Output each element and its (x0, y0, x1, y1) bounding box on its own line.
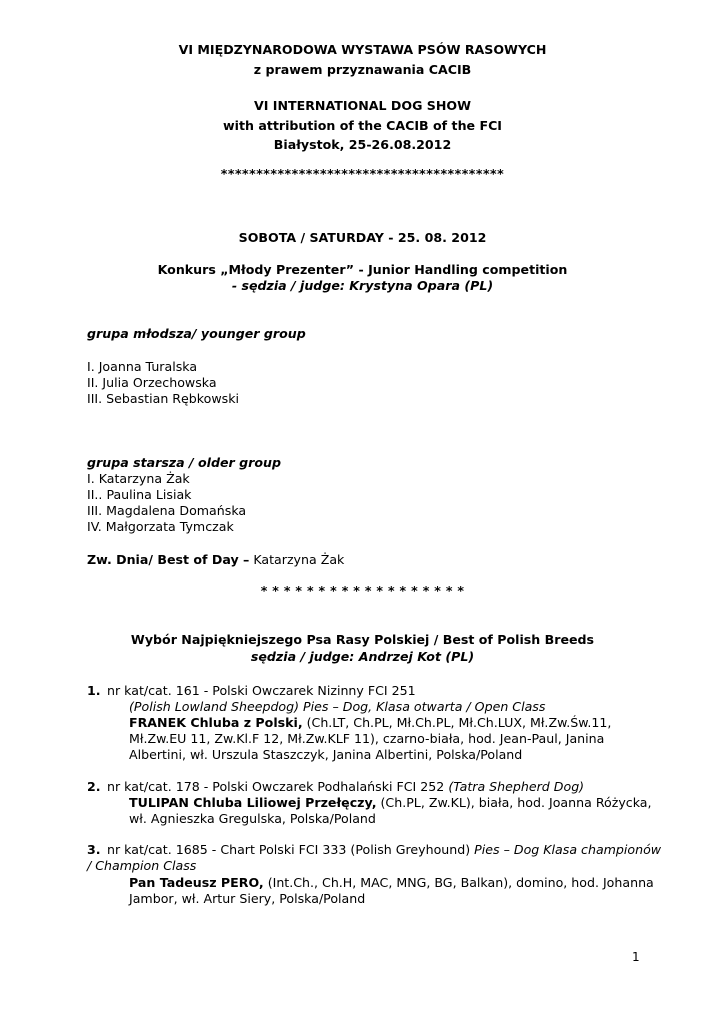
place-date: Białystok, 25-26.08.2012 (273, 137, 452, 152)
entry-number: 1. (87, 683, 101, 698)
entry-1-line1 (87, 683, 416, 699)
entry-2-cont1: wł. Agnieszka Gregulska, Polska/Poland (129, 811, 376, 826)
best-of-day-label: Zw. Dnia/ Best of Day – (87, 552, 250, 567)
list-item: IV. Małgorzata Tymczak (87, 519, 234, 534)
entry-3-cont1: Jambor, wł. Artur Siery, Polska/Poland (129, 891, 366, 906)
entry-number: 3. (87, 842, 101, 857)
list-item: III. Sebastian Rębkowski (87, 391, 239, 406)
entry-3-dog (129, 875, 654, 891)
entry-1-dog (129, 715, 611, 731)
dog-name: TULIPAN Chluba Liliowej Przełęczy, (129, 795, 377, 810)
list-item: III. Magdalena Domańska (87, 503, 247, 518)
day-label: SOBOTA / SATURDAY - 25. 08. 2012 (238, 230, 487, 245)
older-group-heading: grupa starsza / older group (87, 455, 281, 470)
divider-stars: **************************************** (220, 166, 505, 181)
title-en: VI INTERNATIONAL DOG SHOW (253, 98, 471, 113)
younger-group-heading: grupa młodsza/ younger group (87, 326, 306, 341)
subtitle-pl: z prawem przyznawania CACIB (253, 62, 472, 77)
page-number: 1 (632, 950, 640, 964)
entry-catalog: nr kat/cat. 161 - Polski Owczarek Nizinny FCI 251 (107, 683, 416, 698)
best-of-day (87, 552, 344, 568)
entry-catalog: nr kat/cat. 1685 - Chart Polski FCI 333 (Polish Greyhound) (107, 842, 475, 857)
entry-2-dog (129, 795, 652, 811)
dog-name: FRANEK Chluba z Polski, (129, 715, 303, 730)
entry-number: 2. (87, 779, 101, 794)
list-item: II. Julia Orzechowska (87, 375, 217, 390)
entry-3-line1 (87, 842, 661, 858)
subtitle-en: with attribution of the CACIB of the FCI (223, 118, 502, 133)
entry-catalog-italic: (Tatra Shepherd Dog) (448, 779, 585, 794)
list-item: I. Katarzyna Żak (87, 471, 190, 486)
entry-3-line2: / Champion Class (87, 858, 197, 873)
dog-details: (Int.Ch., Ch.H, MAC, MNG, BG, Balkan), domino, hod. Johanna (263, 875, 654, 890)
best-of-day-value: Katarzyna Żak (249, 552, 345, 567)
list-item: II.. Paulina Lisiak (87, 487, 192, 502)
polish-title: Wybór Najpiękniejszego Psa Rasy Polskiej / Best of Polish Breeds (130, 632, 595, 647)
junior-title: Konkurs „Młody Prezenter” - Junior Handling competition (157, 262, 568, 277)
entry-catalog-italic: Pies – Dog Klasa championów (474, 842, 662, 857)
entry-1-cont2: Albertini, wł. Urszula Staszczyk, Janina Albertini, Polska/Poland (129, 747, 523, 762)
divider-stars-2: * * * * * * * * * * * * * * * * * * (260, 583, 465, 598)
dog-details: (Ch.LT, Ch.PL, Mł.Ch.PL, Mł.Ch.LUX, Mł.Zw.Św.11, (302, 715, 612, 730)
entry-2-line1 (87, 779, 584, 795)
dog-details: (Ch.PL, Zw.KL), biała, hod. Joanna Różycka, (376, 795, 652, 810)
polish-judge: sędzia / judge: Andrzej Kot (PL) (250, 649, 475, 664)
title-pl: VI MIĘDZYNARODOWA WYSTAWA PSÓW RASOWYCH (178, 42, 547, 57)
junior-judge: - sędzia / judge: Krystyna Opara (PL) (231, 278, 494, 293)
entry-1-line2: (Polish Lowland Sheepdog) Pies – Dog, Klasa otwarta / Open Class (129, 699, 546, 714)
dog-name: Pan Tadeusz PERO, (129, 875, 264, 890)
entry-catalog: nr kat/cat. 178 - Polski Owczarek Podhalański FCI 252 (107, 779, 449, 794)
list-item: I. Joanna Turalska (87, 359, 198, 374)
entry-1-cont1: Mł.Zw.EU 11, Zw.Kl.F 12, Mł.Zw.KLF 11), czarno-biała, hod. Jean-Paul, Janina (129, 731, 605, 746)
